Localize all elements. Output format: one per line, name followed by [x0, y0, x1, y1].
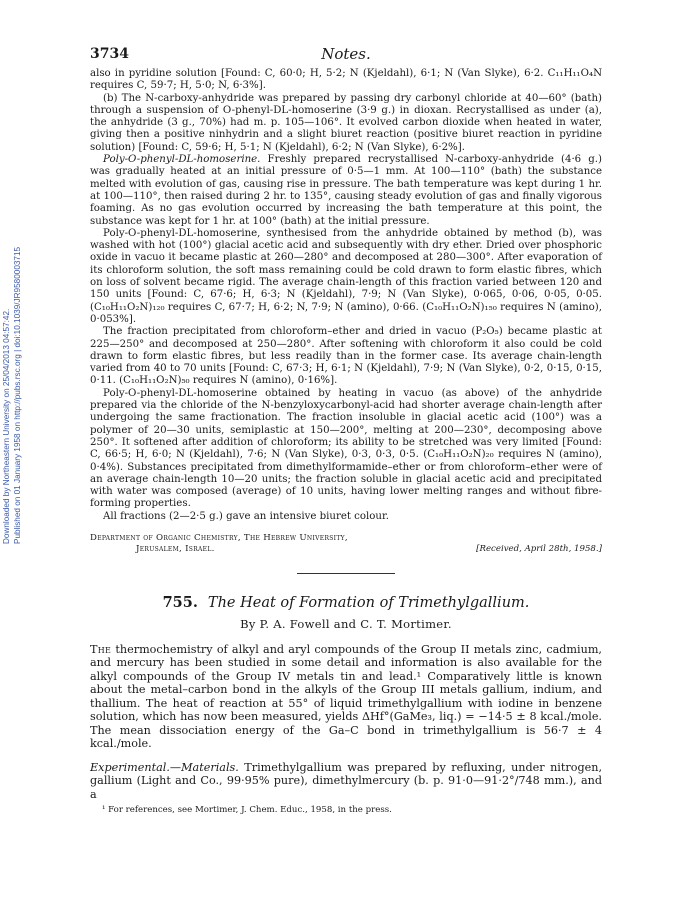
- download-notice: Downloaded by Northeastern University on 25/04/2013 04:57:42.: [2, 308, 11, 544]
- notes-body: [90, 68, 602, 523]
- paragraph-lead: Poly-O-phenyl-DL-homoserine.: [103, 154, 261, 166]
- paragraph: [90, 154, 602, 228]
- intro-text: thermochemistry of alkyl and aryl compounds of the Group II metals zinc, cadmium, and mercury has been studied in some detail and information is also available for the alkyl compounds of the Group IV metals tin and lead.¹ Comparatively little is known about the metal–carbon bond in the alkyls of the Group III metals gallium, indium, and thallium. The heat of reaction at 55° of liquid trimethylgallium with iodine in benzene solution, which has now been measured, yields ΔHf°(GaMe₃, liq.) = −14·5 ± 8 kcal./mole. The mean dissociation energy of the Ga–C bond in trimethylgallium is 56·7 ± 4 kcal./mole.: [90, 642, 602, 751]
- intro-lead: The: [90, 642, 112, 656]
- doi-link[interactable]: Published on 01 January 1958 on http://pubs.rsc.org | doi:10.1039/JR9580003715: [13, 246, 22, 544]
- experimental-lead: Experimental.—Materials.: [90, 760, 239, 774]
- paragraph: [90, 643, 602, 751]
- paragraph: Poly-O-phenyl-DL-homoserine, synthesised from the anhydride obtained by method (b), was washed with hot (100°) glacial acetic acid and subsequently with dry ether. Dried over phosphoric oxide in vacuo it became plastic at 260—280° and decomposed at 280—300°. After evaporation of its chloroform solution, the soft mass remaining could be cold drawn to form elastic fibres, which on loss of solvent became rigid. The average chain-length of this fraction varied between 120 and 150 units [Found: C, 67·6; H, 6·3; N (Kjeldahl), 7·9; N (Van Slyke), 0·065, 0·06, 0·05, 0·05. (C₁₀H₁₁O₂N)₁₂₀ requires C, 67·7; H, 6·2; N, 7·9; N (amino), 0·66. (C₁₀H₁₁O₂N)₁₅₀ requires N (amino), 0·053%].: [90, 227, 602, 325]
- paragraph: also in pyridine solution [Found: C, 60·0; H, 5·2; N (Kjeldahl), 6·1; N (Van Slyke), 6·2. C₁₁H₁₁O₄N requires C, 59·7; H, 5·0; N, 6·3%].: [90, 68, 602, 92]
- article-intro: [90, 643, 602, 751]
- article-number: 755.: [162, 593, 198, 611]
- paragraph-text: Freshly prepared recrystallised N-carboxy-anhydride (4·6 g.) was gradually heated at an initial pressure of 0·5—1 mm. At 100—110° (bath) the substance melted with evolution of gas, causing rise in pressure. The bath temperature was kept during 1 hr. at 100—110°, then raised during 2 hr. to 135°, causing steady evolution of gas and finally vigorous foaming. As no gas evolution occurred by increasing the bath temperature at this point, the substance was kept for 1 hr. at 100° (bath) at the initial pressure.: [90, 154, 602, 227]
- page-header: [90, 46, 602, 68]
- department-city: Jerusalem, Israel.: [136, 543, 215, 554]
- authors: By P. A. Fowell and C. T. Mortimer.: [240, 616, 452, 631]
- department: [90, 533, 348, 555]
- paragraph: (b) The N-carboxy-anhydride was prepared by passing dry carbonyl chloride at 40—60° (bath) through a suspension of O-phenyl-DL-homoserine (3·9 g.) in dioxan. Recrystallised as under (a), the anhydride (3 g., 70%) had m. p. 105—106°. It evolved carbon dioxide when heated in water, giving then a positive ninhydrin and a slight biuret reaction (positive biuret reaction in pyridine solution) [Found: C, 59·6; H, 5·1; N (Kjeldahl), 6·2; N (Van Slyke), 6·2%].: [90, 92, 602, 153]
- received-date: [Received, April 28th, 1958.]: [476, 543, 602, 554]
- paragraph: All fractions (2—2·5 g.) gave an intensive biuret colour.: [103, 510, 389, 522]
- page: [90, 46, 602, 816]
- department-line: Department of Organic Chemistry, The Hebrew University,: [90, 532, 348, 543]
- experimental-section: [90, 761, 602, 802]
- section-divider: [297, 573, 395, 574]
- paragraph: Poly-O-phenyl-DL-homoserine obtained by heating in vacuo (as above) of the anhydride prepared via the chloride of the N-benzyloxycarbonyl-acid had shorter average chain-length after undergoing the same fractionation. The fraction insoluble in glacial acetic acid (100°) was a polymer of 20—30 units, semiplastic at 150—200°, melting at 200—230°, decomposing above 250°. It softened after addition of chloroform; its ability to be stretched was very limited [Found: C, 66·5; H, 6·0; N (Kjeldahl), 7·6; N (Van Slyke), 0·3, 0·3, 0·5. (C₁₀H₁₁O₂N)₂₀ requires N (amino), 0·4%). Substances precipitated from dimethylformamide–ether or from chloroform–ether were of an average chain-length 10—20 units; the fraction soluble in glacial acetic acid and precipitated with water was composed (average) of 10 units, having lower melting ranges and without fibre-forming properties.: [90, 387, 602, 510]
- article-title-text: The Heat of Formation of Trimethylgallium.: [207, 594, 530, 611]
- page-number: 3734: [90, 46, 129, 62]
- footnote: ¹ For references, see Mortimer, J. Chem. Educ., 1958, in the press.: [102, 805, 392, 816]
- running-head: Notes.: [321, 45, 371, 63]
- experimental-text: Trimethylgallium was prepared by refluxing, under nitrogen, gallium (Light and Co., 99·95% pure), dimethylmercury (b. p. 91·0—91·2°/748 mm.), and a: [90, 760, 602, 801]
- paragraph: [90, 761, 602, 802]
- affiliation: [90, 533, 602, 555]
- article-title: [90, 594, 602, 611]
- paragraph: The fraction precipitated from chloroform–ether and dried in vacuo (P₂O₅) became plastic at 225—250° and decomposed at 250—280°. After softening with chloroform it also could be cold drawn to form elastic fibres, but less readily than in the former case. Its average chain-length varied from 40 to 70 units [Found: C, 67·3; H, 6·1; N (Kjeldahl), 7·9; N (Van Slyke), 0·2, 0·15, 0·15, 0·11. (C₁₀H₁₁O₂N)₅₀ requires N (amino), 0·16%].: [90, 326, 602, 387]
- download-sidebar: [0, 180, 26, 544]
